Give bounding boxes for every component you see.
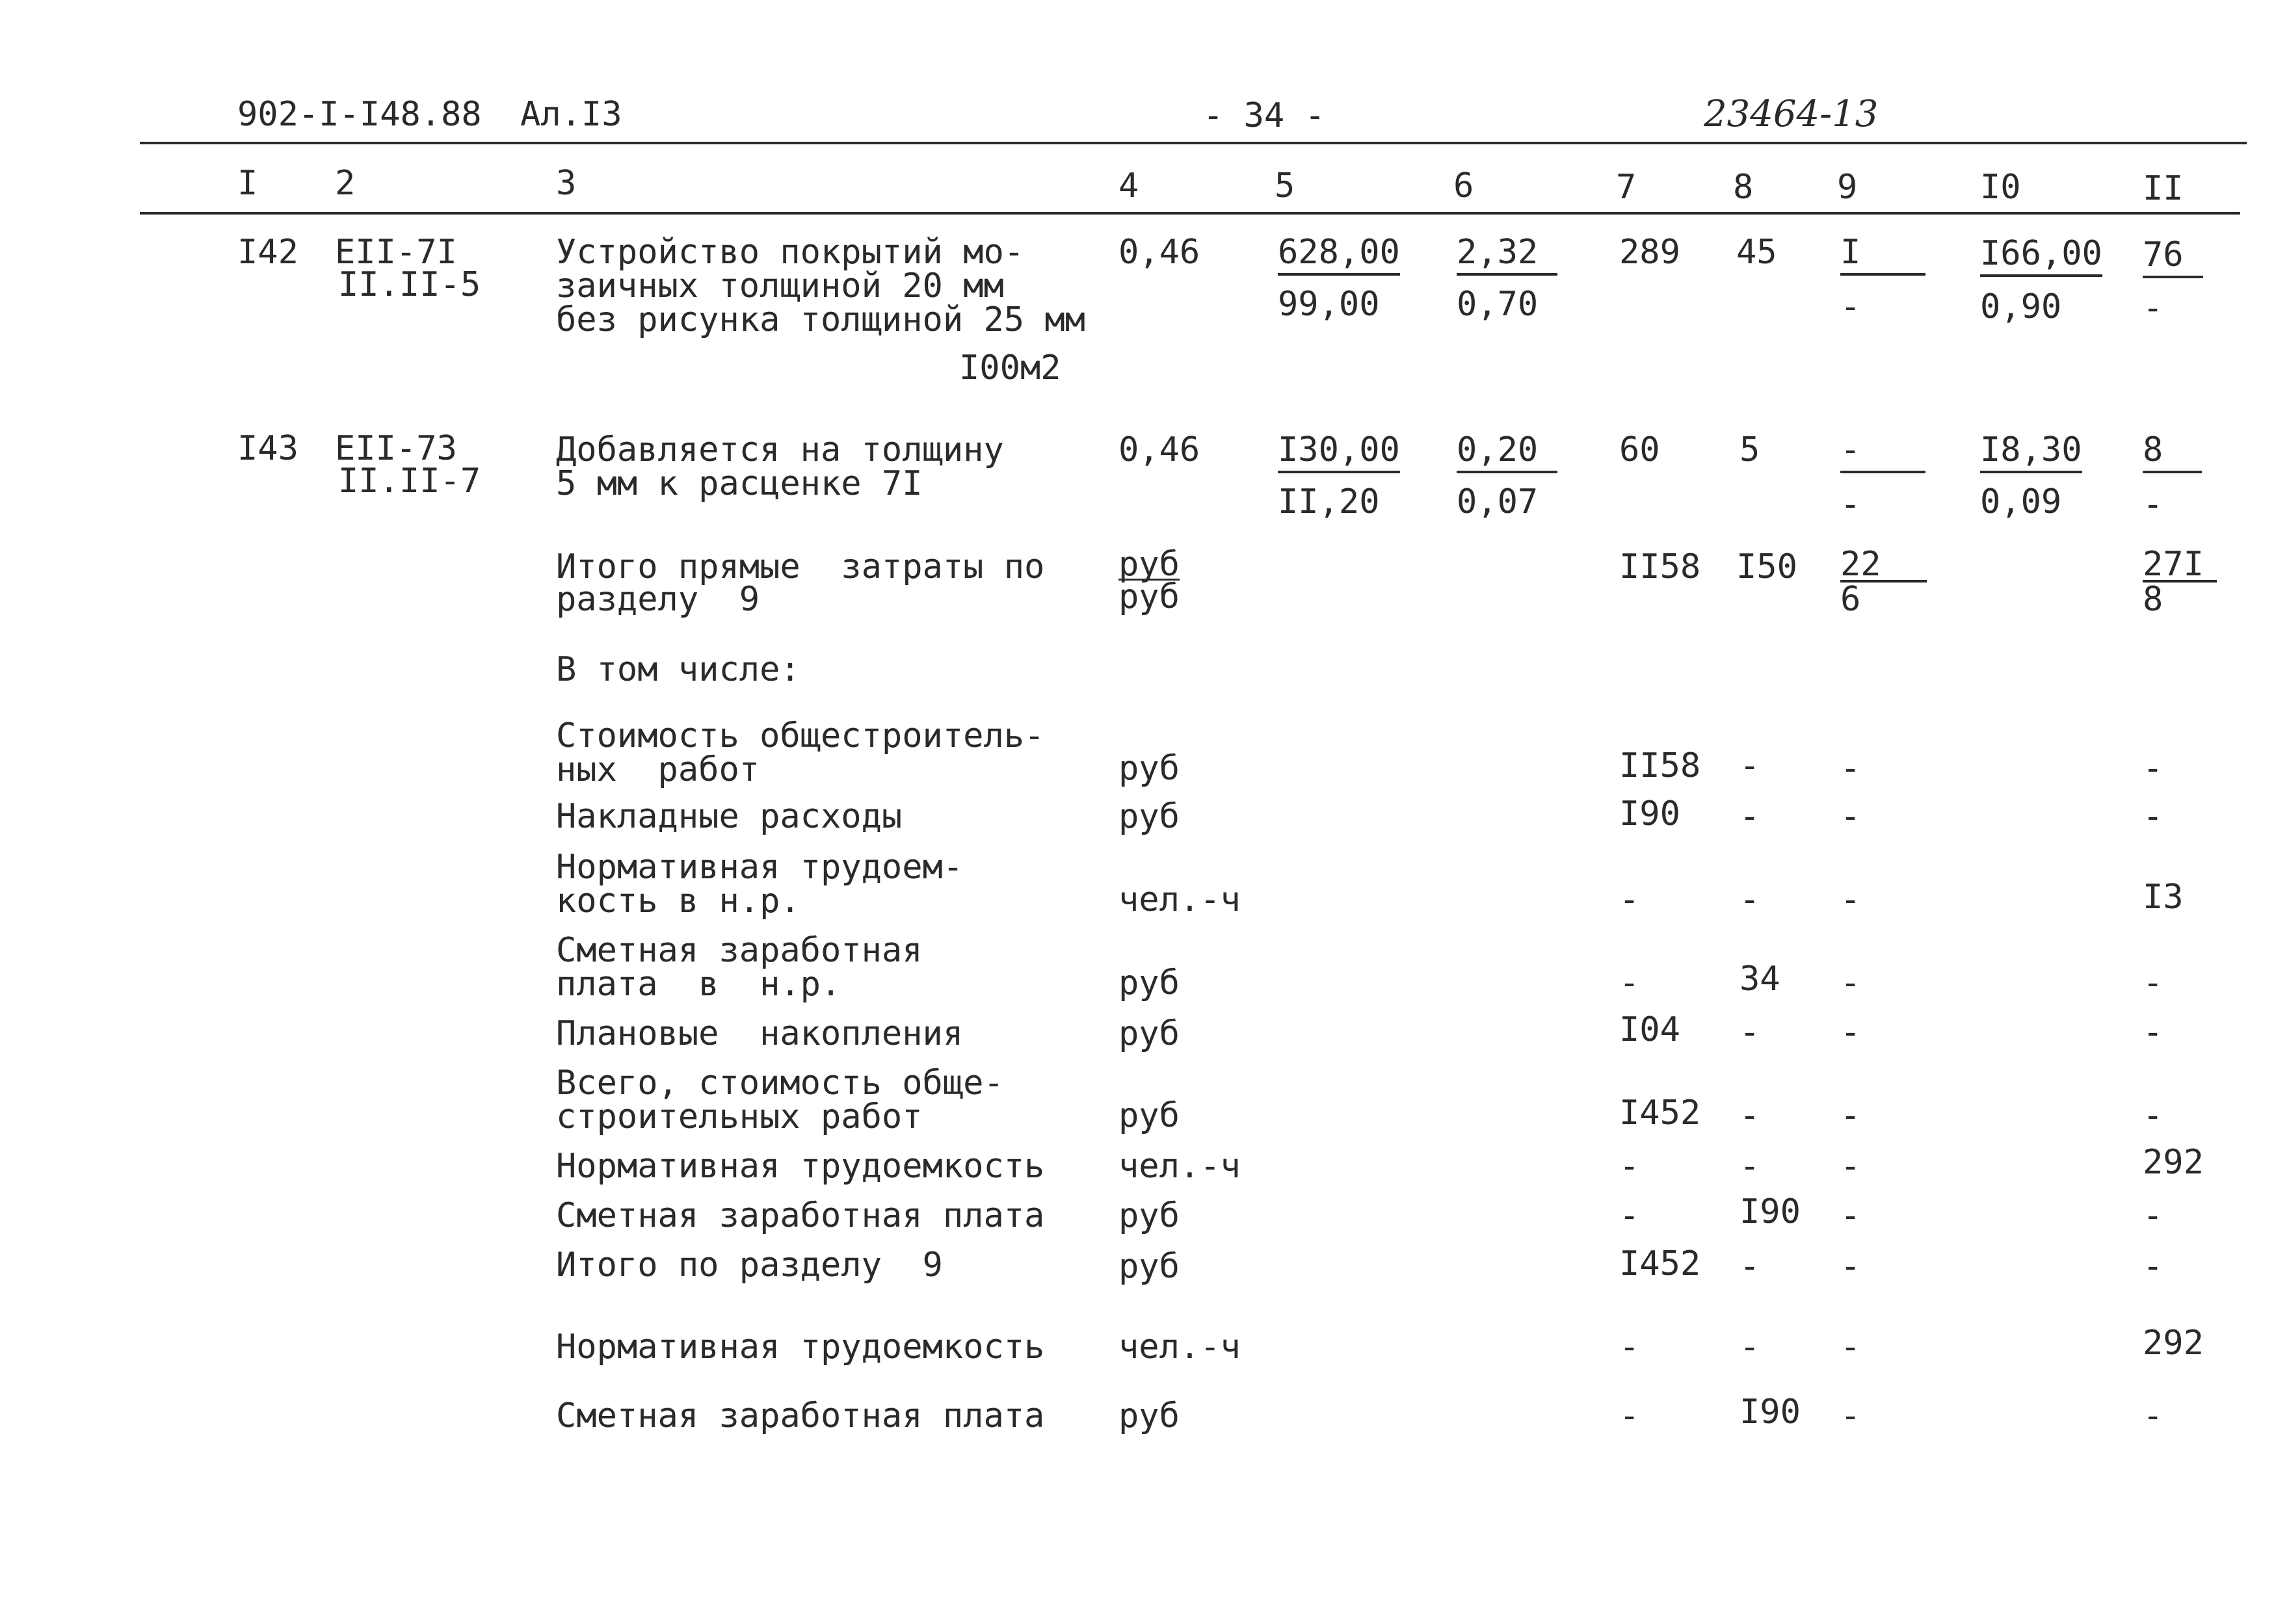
column-header: 6 — [1453, 166, 1474, 205]
cell-value-bottom: 0,07 — [1457, 482, 1539, 521]
page-number: - 34 - — [1203, 96, 1325, 135]
summary-label: Нормативная трудоем- — [556, 848, 964, 887]
cell-value-top: 27I — [2143, 550, 2217, 583]
summary-label: Итого прямые затраты по — [556, 547, 1045, 586]
summary-label: ных работ — [556, 750, 760, 789]
column-header: 9 — [1837, 168, 1858, 207]
cell-value: - — [1840, 749, 1861, 788]
cell-value: I90 — [1740, 1192, 1801, 1231]
cell-value-top: 0,20 — [1457, 433, 1557, 473]
unit: руб — [1118, 797, 1180, 836]
cell-value: - — [2143, 749, 2163, 788]
cell-value-bottom: - — [1840, 485, 1861, 524]
cell-value: - — [1840, 797, 1861, 836]
unit-bottom: руб — [1118, 577, 1180, 616]
summary-label: Сметная заработная плата — [556, 1196, 1045, 1235]
row-number: I43 — [237, 429, 298, 468]
summary-label: Нормативная трудоемкость — [556, 1328, 1045, 1367]
album-number: Ал.I3 — [520, 95, 622, 134]
summary-label: плата в н.р. — [556, 965, 841, 1004]
cell-value: - — [2143, 1096, 2163, 1135]
cell-value-top: 22 — [1840, 550, 1927, 583]
cell-value: - — [2143, 1396, 2163, 1435]
cell-value: - — [1740, 746, 1760, 785]
cell-value: - — [1619, 963, 1640, 1002]
cell-value: - — [1840, 1013, 1861, 1052]
header-rule — [140, 142, 2247, 144]
unit: чел.-ч — [1118, 1328, 1241, 1367]
cell-value: - — [2143, 1247, 2163, 1286]
cell-value-top: I66,00 — [1980, 237, 2102, 277]
cell-value: - — [2143, 1013, 2163, 1052]
column-header: 3 — [556, 164, 577, 203]
unit: руб — [1118, 749, 1180, 788]
unit: руб — [1118, 963, 1180, 1002]
cell-value-bottom: II,20 — [1278, 482, 1380, 521]
summary-label: Всего, стоимость обще- — [556, 1064, 1004, 1103]
cell-value-top: 2,32 — [1457, 235, 1557, 276]
unit: руб — [1118, 1247, 1180, 1286]
work-description: Добавляется на толщину — [556, 430, 1004, 469]
cell-value: - — [1840, 880, 1861, 919]
work-description: 5 мм к расценке 7I — [556, 464, 923, 503]
column-header: 4 — [1118, 166, 1139, 205]
column-header: 2 — [335, 164, 356, 203]
cell-value: I50 — [1736, 547, 1797, 586]
column-header-rule — [140, 212, 2240, 215]
cell-value-top: 628,00 — [1278, 235, 1400, 276]
cell-value: - — [1840, 1147, 1861, 1186]
cell-value-top: I30,00 — [1278, 433, 1400, 473]
cell-value: - — [1740, 1013, 1760, 1052]
cell-value-bottom: - — [1840, 287, 1861, 326]
summary-label: Плановые накопления — [556, 1014, 964, 1053]
column-header: 8 — [1733, 168, 1754, 207]
unit-top: руб — [1118, 545, 1180, 584]
unit-of-measure: I00м2 — [959, 348, 1061, 387]
cell-value: 45 — [1736, 233, 1777, 272]
cell-value-bottom: - — [2143, 485, 2163, 524]
rate-code: II.II-5 — [338, 265, 481, 304]
rate-code: EII-73 — [335, 429, 457, 468]
cell-value: - — [1740, 1147, 1760, 1186]
cell-value: - — [1840, 963, 1861, 1002]
rate-code: II.II-7 — [338, 462, 481, 501]
cell-value: - — [1840, 1247, 1861, 1286]
column-header: I0 — [1980, 168, 2021, 207]
unit: чел.-ч — [1118, 1147, 1241, 1186]
row-number: I42 — [237, 233, 298, 272]
unit: руб — [1118, 1014, 1180, 1053]
summary-label: Итого по разделу 9 — [556, 1246, 943, 1285]
cell-value-top: - — [1840, 433, 1925, 473]
cell-value-bottom: 0,09 — [1980, 482, 2062, 521]
cell-value-top: 8 — [2143, 433, 2202, 473]
section-subheading: В том числе: — [556, 650, 800, 689]
quantity: 0,46 — [1118, 430, 1200, 469]
unit: руб — [1118, 1396, 1180, 1435]
column-header: 7 — [1616, 168, 1637, 207]
summary-label: Стоимость общестроитель- — [556, 716, 1045, 755]
cell-value: 5 — [1740, 430, 1760, 469]
summary-label: Сметная заработная — [556, 931, 923, 970]
cell-value: II58 — [1619, 547, 1701, 586]
cell-value: 34 — [1740, 960, 1780, 999]
unit: чел.-ч — [1118, 880, 1241, 919]
cell-value-bottom: - — [2143, 289, 2163, 328]
cell-value: - — [1840, 1328, 1861, 1367]
column-header: I — [237, 164, 258, 203]
cell-value: I90 — [1740, 1393, 1801, 1432]
cell-value: 289 — [1619, 233, 1680, 272]
cell-value: - — [1619, 1147, 1640, 1186]
cell-value-top: I8,30 — [1980, 433, 2082, 473]
cell-value: I3 — [2143, 878, 2184, 917]
rate-code: EII-7I — [335, 233, 457, 272]
cell-value-bottom: 99,00 — [1278, 285, 1380, 324]
cell-value: - — [1619, 1396, 1640, 1435]
work-description: заичных толщиной 20 мм — [556, 267, 1004, 306]
cell-value-bottom: 6 — [1840, 580, 1861, 619]
summary-label: Накладные расходы — [556, 797, 903, 836]
summary-label: Нормативная трудоемкость — [556, 1147, 1045, 1186]
cell-value: 292 — [2143, 1143, 2204, 1182]
unit: руб — [1118, 1096, 1180, 1135]
cell-value: - — [2143, 1196, 2163, 1235]
cell-value-bottom: 8 — [2143, 580, 2163, 619]
quantity: 0,46 — [1118, 233, 1200, 272]
cell-value: 60 — [1619, 430, 1660, 469]
summary-label: кость в н.р. — [556, 882, 800, 921]
cell-value: - — [1740, 1247, 1760, 1286]
cell-value-top: I — [1840, 235, 1925, 276]
cell-value: - — [1740, 797, 1760, 836]
cell-value: I04 — [1619, 1010, 1680, 1049]
summary-label: Сметная заработная плата — [556, 1396, 1045, 1435]
cell-value: - — [1840, 1096, 1861, 1135]
work-description: Устройство покрытий мо- — [556, 233, 1025, 272]
cell-value: - — [2143, 963, 2163, 1002]
cell-value-top: 76 — [2143, 238, 2203, 278]
work-description: без рисунка толщиной 25 мм — [556, 300, 1085, 339]
cell-value: - — [1840, 1196, 1861, 1235]
cell-value: - — [1740, 880, 1760, 919]
cell-value: 292 — [2143, 1324, 2204, 1363]
summary-label: разделу 9 — [556, 580, 760, 619]
cell-value-bottom: 0,70 — [1457, 285, 1539, 324]
cell-value: II58 — [1619, 746, 1701, 785]
inventory-number: 23464-13 — [1704, 93, 1879, 135]
cell-value: - — [1619, 1196, 1640, 1235]
cell-value: I90 — [1619, 794, 1680, 833]
cell-value-bottom: 0,90 — [1980, 287, 2062, 326]
unit: руб — [1118, 1196, 1180, 1235]
column-header: 5 — [1275, 166, 1295, 205]
cell-value: - — [1619, 880, 1640, 919]
summary-label: строительных работ — [556, 1097, 923, 1136]
cell-value: I452 — [1619, 1094, 1701, 1133]
cell-value: - — [1740, 1096, 1760, 1135]
cell-value: - — [2143, 797, 2163, 836]
doc-code: 902-I-I48.88 — [237, 95, 482, 134]
cell-value: - — [1740, 1328, 1760, 1367]
cell-value: - — [1840, 1396, 1861, 1435]
column-header: II — [2143, 169, 2184, 208]
cell-value: - — [1619, 1328, 1640, 1367]
cell-value: I452 — [1619, 1244, 1701, 1283]
